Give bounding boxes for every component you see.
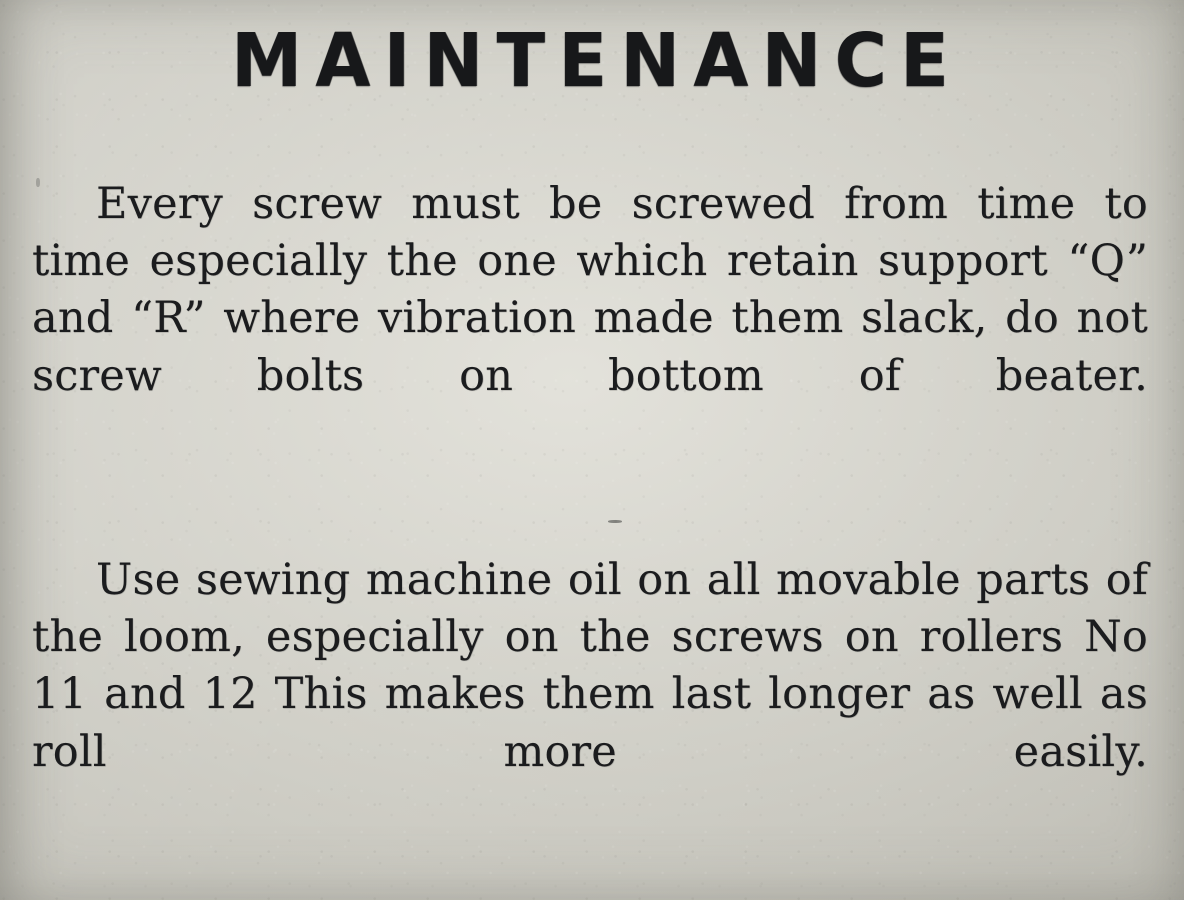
body-text <box>32 176 1148 838</box>
document-content <box>0 18 1184 838</box>
paragraph-oil: Use sewing machine oil on all movable parts of the loom, especially on the screws on rollers No 11 and 12 This makes them last longer as well as roll more easily. <box>32 554 1148 777</box>
paragraph-screws: Every screw must be screwed from time to time especially the one which retain support “Q” and “R” where vibration made them slack, do not screw bolts on bottom of beater. <box>32 179 1148 401</box>
page-title: MAINTENANCE <box>231 18 963 104</box>
